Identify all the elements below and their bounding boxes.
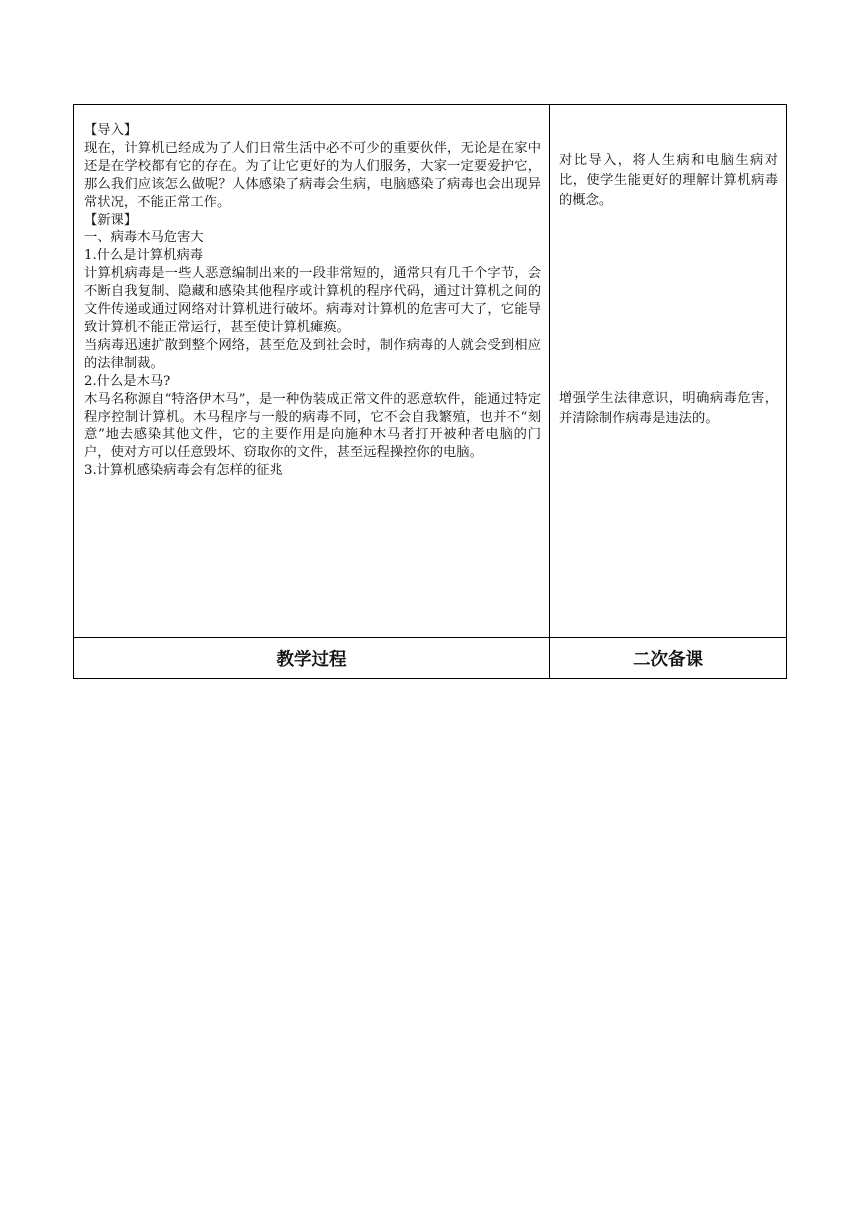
trojan-definition-paragraph: 木马名称源自“特洛伊木马”，是一种伪装成正常文件的恶意软件，能通过特定程序控制计算机。木马程序与一般的病毒不同，它不会自我繁殖，也并不“刻意”地去感染其他文件，它的主要作用是向施种木马者打开被种者电脑的门户，使对方可以任意毁坏、窃取你的文件，甚至远程操控你的电脑。 [84,391,541,461]
section-intro-heading: 【导入】 [84,123,138,138]
side-note-law: 增强学生法律意识，明确病毒危害，并清除制作病毒是违法的。 [559,391,778,426]
topic-heading: 一、病毒木马危害大 [84,230,204,246]
secondary-prep-label: 二次备课 [550,638,787,679]
intro-paragraph: 现在，计算机已经成为了人们日常生活中必不可少的重要伙伴，无论是在家中还是在学校都有它的存在。为了让它更好的为人们服务，大家一定要爱护它，那么我们应该怎么做呢？人体感染了病毒会生病，电脑感染了病毒也会出现异常状况，不能正常工作。 [84,140,541,210]
virus-law-paragraph: 当病毒迅速扩散到整个网络，甚至危及到社会时，制作病毒的人就会受到相应的法律制裁。 [84,337,541,371]
subtopic-trojan-heading: 2.什么是木马? [84,373,171,389]
content-row [74,105,787,638]
secondary-prep-cell [550,105,787,638]
virus-definition-paragraph: 计算机病毒是一些人恶意编制出来的一段非常短的，通常只有几千个字节，会不断自我复制、隐藏和感染其他程序或计算机的程序代码，通过计算机之间的文件传递或通过网络对计算机进行破坏。病毒对计算机的危害可大了，它能导致计算机不能正常运行，甚至使计算机瘫痪。 [84,266,541,335]
teaching-content-cell [74,105,550,638]
teaching-process-label: 教学过程 [74,638,550,679]
footer-row [74,638,787,679]
teaching-content [74,105,549,480]
section-new-lesson-heading: 【新课】 [84,212,138,228]
subtopic-symptoms-heading: 3.计算机感染病毒会有怎样的征兆 [84,463,283,479]
lesson-plan-table [73,104,787,679]
subtopic-virus-heading: 1.什么是计算机病毒 [84,248,204,264]
side-note-comparison: 对比导入，将人生病和电脑生病对比，使学生能更好的理解计算机病毒的概念。 [559,153,778,208]
